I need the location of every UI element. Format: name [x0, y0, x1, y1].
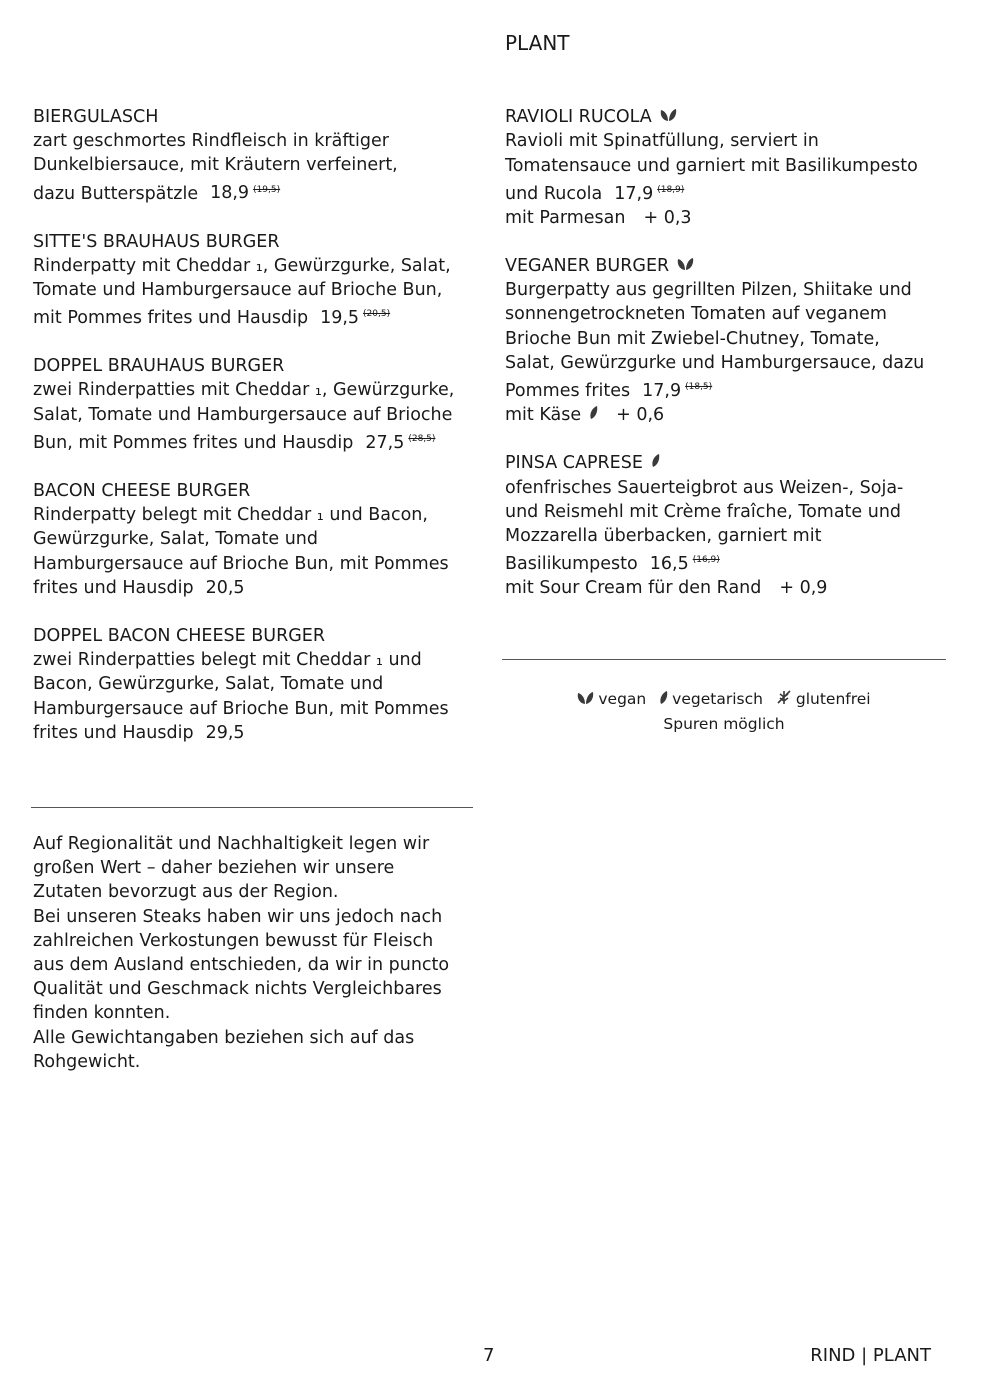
item-description-line — [505, 178, 965, 206]
item-description-line — [505, 524, 965, 548]
item-description-line — [33, 552, 493, 576]
note-line: Rohgewicht. — [33, 1051, 141, 1072]
description-text: zwei Rinderpatties mit Cheddar ₁, Gewürzgurke, — [33, 380, 455, 401]
description-text: Burgerpatty aus gegrillten Pilzen, Shiitake und — [505, 280, 912, 301]
description-text: und Reismehl mit Crème fraîche, Tomate und — [505, 501, 902, 522]
vegan-icon — [660, 105, 677, 129]
description-text: Gewürzgurke, Salat, Tomate und — [33, 529, 318, 550]
item-price: 17,9 — [614, 183, 654, 204]
right-column — [505, 105, 965, 625]
item-name: SITTE'S BRAUHAUS BURGER — [33, 231, 280, 252]
description-text: Bacon, Gewürzgurke, Salat, Tomate und — [33, 674, 384, 695]
legend-vegetarian: vegetarisch — [672, 690, 763, 708]
item-description-line — [505, 302, 965, 326]
old-price: (16,9) — [692, 555, 720, 566]
old-price: (18,9) — [657, 184, 685, 195]
item-price: 29,5 — [205, 722, 245, 743]
item-description-line — [33, 576, 493, 600]
item-title — [505, 451, 965, 475]
item-price: 19,5 — [320, 308, 360, 329]
item-price: 17,9 — [642, 380, 682, 401]
divider — [502, 659, 946, 660]
description-text: zart geschmortes Rindfleisch in kräftiger — [33, 131, 389, 152]
item-description-line — [33, 278, 493, 302]
extra-price: + 0,3 — [643, 207, 692, 228]
description-text: Rinderpatty mit Cheddar ₁, Gewürzgurke, Salat, — [33, 255, 451, 276]
item-description-line — [33, 503, 493, 527]
description-text: mit Pommes frites und Hausdip — [33, 308, 309, 329]
item-description-line — [33, 254, 493, 278]
item-name: PINSA CAPRESE — [505, 453, 643, 474]
item-description-line — [505, 375, 965, 403]
vegan-icon — [677, 254, 694, 278]
description-text: Dunkelbiersauce, mit Kräutern verfeinert, — [33, 155, 398, 176]
item-title — [33, 354, 493, 378]
description-text: Brioche Bun mit Zwiebel-Chutney, Tomate, — [505, 328, 880, 349]
item-price: 18,9 — [210, 183, 250, 204]
note-line: aus dem Ausland entschieden, da wir in puncto — [33, 955, 450, 976]
note-line: finden konnten. — [33, 1003, 171, 1024]
description-text: Tomate und Hamburgersauce auf Brioche Bun, — [33, 280, 443, 301]
item-description-line — [505, 476, 965, 500]
diet-legend — [502, 687, 946, 736]
page-header: PLANT — [505, 31, 570, 55]
item-name: BACON CHEESE BURGER — [33, 480, 251, 501]
item-description-line — [33, 302, 493, 330]
vegetarian-icon — [651, 451, 660, 475]
description-text: Hamburgersauce auf Brioche Bun, mit Pommes — [33, 553, 449, 574]
description-text: Ravioli mit Spinatfüllung, serviert in — [505, 131, 819, 152]
menu-item — [33, 354, 493, 455]
sustainability-note — [33, 832, 473, 1074]
legend-traces: Spuren möglich — [663, 714, 785, 733]
description-text: dazu Butterspätzle — [33, 183, 199, 204]
extra-price: + 0,6 — [616, 405, 665, 426]
description-text: Tomatensauce und garniert mit Basilikumpesto — [505, 155, 918, 176]
description-text: frites und Hausdip — [33, 577, 194, 598]
item-description-line — [505, 351, 965, 375]
description-text: und Rucola — [505, 183, 603, 204]
note-line: zahlreichen Verkostungen bewusst für Fleisch — [33, 930, 434, 951]
item-name: DOPPEL BACON CHEESE BURGER — [33, 625, 326, 646]
section-label: RIND | PLANT — [810, 1345, 931, 1366]
item-description-line — [505, 500, 965, 524]
note-line: Zutaten bevorzugt aus der Region. — [33, 882, 339, 903]
item-name: DOPPEL BRAUHAUS BURGER — [33, 356, 285, 377]
item-description-line — [33, 721, 493, 745]
note-line: Qualität und Geschmack nichts Vergleichbares — [33, 979, 442, 1000]
vegan-icon — [577, 688, 594, 712]
item-description-line — [505, 129, 965, 153]
item-title — [505, 105, 965, 129]
extra-price: + 0,9 — [779, 578, 828, 599]
item-description-line — [33, 178, 493, 206]
description-text: sonnengetrockneten Tomaten auf veganem — [505, 304, 887, 325]
item-title — [33, 230, 493, 254]
description-text: Hamburgersauce auf Brioche Bun, mit Pommes — [33, 698, 449, 719]
item-title — [33, 479, 493, 503]
extra-label: mit Käse — [505, 405, 582, 426]
item-description-line — [33, 403, 493, 427]
item-description-line — [33, 129, 493, 153]
old-price: (19,5) — [253, 184, 281, 195]
menu-item — [505, 451, 965, 600]
left-column — [33, 105, 493, 769]
description-text: ofenfrisches Sauerteigbrot aus Weizen-, Soja- — [505, 477, 904, 498]
menu-item — [33, 230, 493, 331]
item-title — [505, 254, 965, 278]
item-extra — [505, 206, 965, 230]
item-extra — [505, 576, 965, 600]
note-line: großen Wert – daher beziehen wir unsere — [33, 858, 395, 879]
menu-item — [505, 254, 965, 427]
item-description-line — [33, 153, 493, 177]
legend-gluten-free: glutenfrei — [795, 690, 871, 708]
item-title — [33, 105, 493, 129]
menu-item — [33, 105, 493, 206]
extra-label: mit Parmesan — [505, 207, 626, 228]
item-description-line — [505, 327, 965, 351]
note-line: Alle Gewichtangaben beziehen sich auf das — [33, 1027, 415, 1048]
note-line: Bei unseren Steaks haben wir uns jedoch nach — [33, 906, 443, 927]
description-text: Bun, mit Pommes frites und Hausdip — [33, 432, 354, 453]
item-price: 20,5 — [205, 577, 245, 598]
item-name: VEGANER BURGER — [505, 256, 670, 277]
description-text: Mozzarella überbacken, garniert mit — [505, 526, 822, 547]
description-text: Salat, Gewürzgurke und Hamburgersauce, dazu — [505, 352, 925, 373]
extra-label: mit Sour Cream für den Rand — [505, 578, 762, 599]
gluten-free-icon — [776, 688, 792, 712]
description-text: Rinderpatty belegt mit Cheddar ₁ und Bacon, — [33, 505, 428, 526]
item-description-line — [33, 672, 493, 696]
item-extra — [505, 403, 965, 427]
menu-item — [33, 479, 493, 600]
item-description-line — [505, 548, 965, 576]
legend-vegan: vegan — [598, 690, 647, 708]
description-text: zwei Rinderpatties belegt mit Cheddar ₁ und — [33, 650, 422, 671]
description-text: Salat, Tomate und Hamburgersauce auf Brioche — [33, 404, 453, 425]
item-description-line — [505, 154, 965, 178]
description-text: frites und Hausdip — [33, 722, 194, 743]
old-price: (18,5) — [685, 382, 713, 393]
vegetarian-icon — [589, 403, 598, 427]
page-number: 7 — [483, 1345, 495, 1366]
item-name: BIERGULASCH — [33, 107, 159, 127]
item-price: 16,5 — [649, 554, 689, 575]
menu-item — [505, 105, 965, 230]
item-description-line — [505, 278, 965, 302]
item-description-line — [33, 427, 493, 455]
item-name: RAVIOLI RUCOLA — [505, 107, 652, 128]
item-description-line — [33, 697, 493, 721]
old-price: (28,5) — [408, 433, 436, 444]
menu-item — [33, 624, 493, 745]
divider — [31, 807, 473, 808]
vegetarian-icon — [659, 688, 668, 712]
item-title — [33, 624, 493, 648]
item-description-line — [33, 378, 493, 402]
item-description-line — [33, 648, 493, 672]
item-description-line — [33, 527, 493, 551]
old-price: (20,5) — [363, 309, 391, 320]
description-text: Pommes frites — [505, 380, 631, 401]
description-text: Basilikumpesto — [505, 554, 638, 575]
note-line: Auf Regionalität und Nachhaltigkeit legen wir — [33, 834, 430, 854]
item-price: 27,5 — [365, 432, 405, 453]
